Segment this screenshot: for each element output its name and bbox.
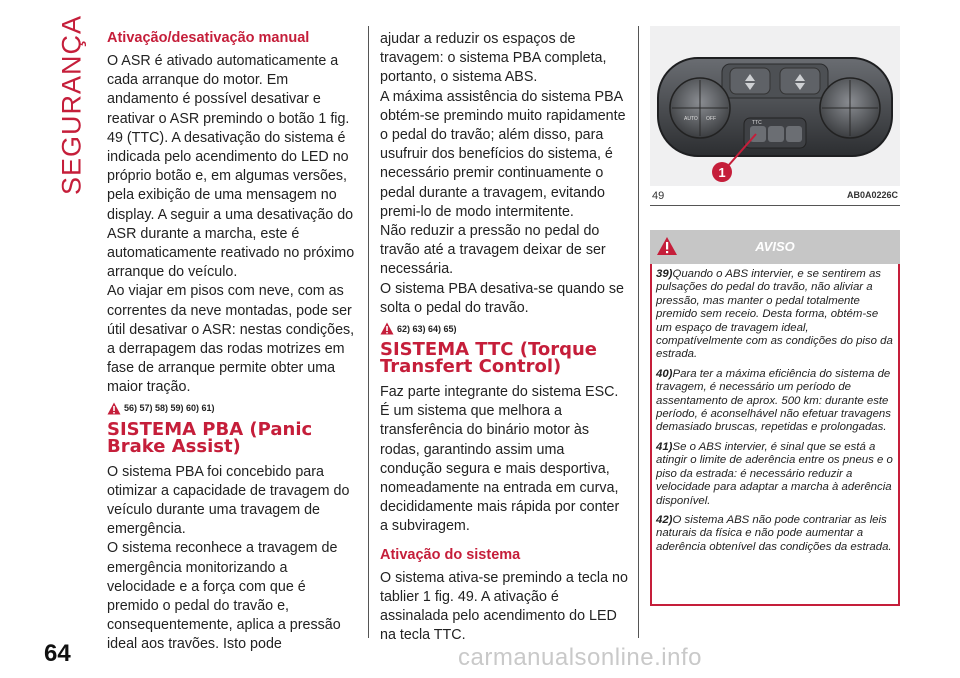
heading-pba-system: SISTEMA PBA (Panic Brake Assist)	[107, 418, 313, 457]
column-3	[650, 30, 900, 606]
paragraph: O sistema reconhece a travagem de emergência monitorizando a velocidade e a força com que é premido o pedal do travão e, consequentemente, aplica a pressão ideal aos travões. Isto pode	[107, 540, 341, 653]
warning-item-number: 39)	[656, 268, 673, 280]
column-1	[107, 30, 355, 655]
figure-caption	[650, 186, 900, 206]
paragraph: ajudar a reduzir os espaços de travagem: o sistema PBA completa, portanto, o sistema ABS.	[380, 31, 607, 86]
warning-item-text: Quando o ABS intervier, e se sentirem as pulsações do pedal do travão, não aliviar a pressão, mas manter o pedal totalmente premido sem receio. Desta forma, obtém-se um espaço de travagem ideal, compatívelmente com as condições do piso da estrada.	[656, 268, 893, 361]
warning-triangle-icon	[107, 402, 121, 415]
warning-box-title: AVISO	[755, 239, 795, 254]
figure-code: AB0A0226C	[846, 190, 898, 200]
auto-label: AUTO	[684, 116, 698, 122]
paragraph: O sistema PBA desativa-se quando se solta o pedal do travão.	[380, 280, 624, 316]
figure-climate-panel	[650, 26, 900, 186]
warning-item-number: 40)	[656, 367, 673, 380]
paragraph: Faz parte integrante do sistema ESC. É um sistema que melhora a transferência do binário motor às rodas, garantindo assim uma condução segura e mais desportiva, nomeadamente na entrada em curva, decididamente mais rápida por conter a subviragem.	[380, 384, 620, 535]
warning-triangle-icon	[380, 322, 394, 335]
warning-item	[656, 514, 894, 554]
warning-item-number: 41)	[656, 440, 673, 453]
paragraph: O ASR é ativado automaticamente a cada arranque do motor. Em andamento é possível desativar e reativar o ASR premindo o botão 1 fig. 49 (TTC). A desativação do sistema é indicada pelo acendimento do LED no próprio botão e, em algumas versões, pela exibição de uma mensagem no display. A seguir a uma desativação do ASR durante a marcha, este é automaticamente reativado no próximo arranque do veículo.	[107, 53, 355, 281]
watermark: carmanualsonline.info	[458, 644, 702, 671]
off-label: OFF	[706, 116, 716, 122]
warning-item-number: 42)	[656, 513, 673, 526]
warning-item-text: Se o ABS intervier, é sinal que se está a atingir o limite de aderência entre os pneus e o piso da estrada: é necessário reduzir a velocidade para adaptar a marcha à aderência disponível.	[656, 440, 893, 507]
section-title: SEGURANÇA	[56, 14, 87, 196]
paragraph: Ao viajar em pisos com neve, com as correntes da neve montadas, pode ser útil desativar o ASR: nestas condições, a derrapagem das rodas motrizes em fase de arranque permite obter uma maior tração.	[107, 283, 355, 396]
paragraph: A máxima assistência do sistema PBA obtém-se premindo muito rapidamente o pedal do travão; além disso, para usufruir dos benefícios do sistema, é necessário premir continuamente o pedal durante a travagem, evitando premi-lo de modo intermitente.	[380, 88, 626, 220]
paragraph: O sistema ativa-se premindo a tecla no tablier 1 fig. 49. A ativação é assinalada pelo acendimento do LED na tecla TTC.	[380, 569, 628, 644]
column-divider-1	[368, 26, 369, 638]
warning-item-text: O sistema ABS não pode contrariar as leis naturais da física e não pode aumentar a aderência obtenível das condições da estrada.	[656, 513, 892, 553]
warning-item	[656, 441, 894, 508]
column-divider-2	[638, 26, 639, 638]
warning-item	[656, 268, 894, 362]
warning-reference-numbers: 56) 57) 58) 59) 60) 61)	[124, 403, 215, 414]
warning-reference	[380, 322, 630, 335]
paragraph: O sistema PBA foi concebido para otimizar a capacidade de travagem do veículo durante uma travagem de emergência.	[107, 463, 350, 538]
warning-box	[650, 264, 900, 606]
ttc-label: TTC	[752, 120, 762, 126]
heading-ttc-system: SISTEMA TTC (Torque Transfert Control)	[380, 339, 598, 378]
warning-item	[656, 368, 894, 435]
heading-system-activation: Ativação do sistema	[380, 546, 521, 563]
page-number: 64	[44, 640, 71, 667]
callout-number: 1	[718, 165, 726, 180]
paragraph: Não reduzir a pressão no pedal do travão até a travagem deixar de ser necessária.	[380, 223, 606, 278]
warning-box-header	[650, 230, 900, 264]
heading-manual-activation: Ativação/desativação manual	[107, 30, 310, 46]
climate-control-panel-illustration	[650, 26, 900, 186]
column-2	[380, 30, 630, 645]
warning-item-text: Para ter a máxima eficiência do sistema de travagem, é necessário um período de assentamento de aprox. 500 km: durante este período, é aconselhável não efetuar travagens demasiado bruscas, repetidas e prolongadas.	[656, 367, 891, 434]
warning-reference-numbers: 62) 63) 64) 65)	[397, 323, 457, 334]
section-side-tab	[52, 14, 92, 196]
figure-number: 49	[652, 190, 665, 202]
warning-reference	[107, 402, 355, 415]
